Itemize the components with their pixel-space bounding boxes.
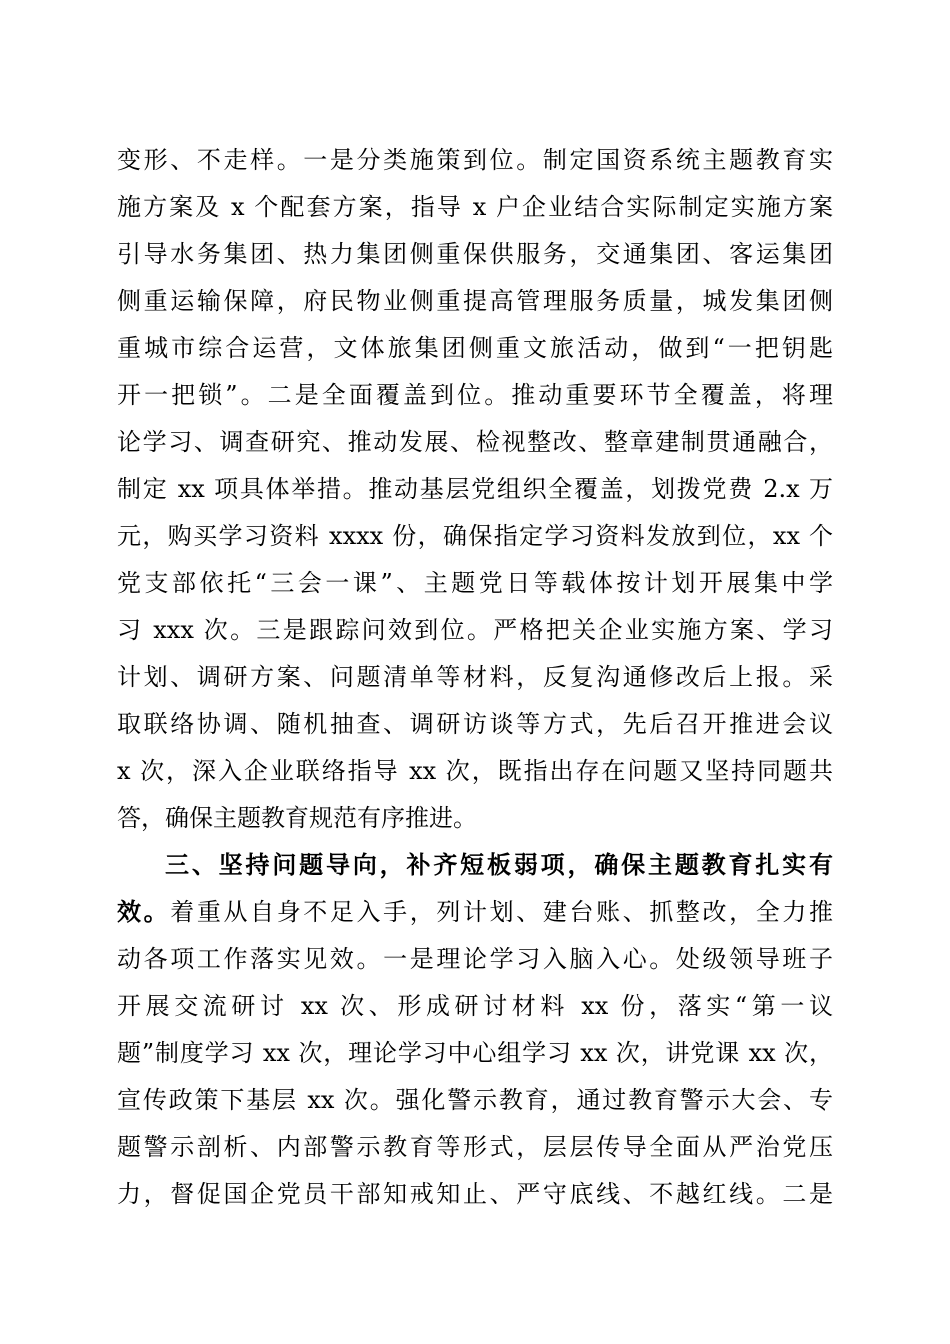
paragraph-line: 开一把锁”。二是全面覆盖到位。推动重要环节全覆盖，将理 xyxy=(117,381,833,409)
paragraph-line: 制定 xx 项具体举措。推动基层党组织全覆盖，划拨党费 2.x 万 xyxy=(117,475,833,503)
paragraph-line: 习 xxx 次。三是跟踪问效到位。严格把关企业实施方案、学习 xyxy=(117,616,833,644)
paragraph-line: 力，督促国企党员干部知戒知止、严守底线、不越红线。二是 xyxy=(117,1180,833,1208)
paragraph-line: 引导水务集团、热力集团侧重保供服务，交通集团、客运集团 xyxy=(117,240,833,268)
paragraph-line: 论学习、调查研究、推动发展、检视整改、整章建制贯通融合， xyxy=(117,428,833,456)
paragraph-line: 计划、调研方案、问题清单等材料，反复沟通修改后上报。采 xyxy=(117,663,833,691)
section-heading-end: 效。 xyxy=(117,898,171,926)
paragraph-line: 施方案及 x 个配套方案，指导 x 户企业结合实际制定实施方案 xyxy=(117,193,833,221)
paragraph-line: 题”制度学习 xx 次，理论学习中心组学习 xx 次，讲党课 xx 次， xyxy=(117,1039,833,1067)
paragraph-line: 宣传政策下基层 xx 次。强化警示教育，通过教育警示大会、专 xyxy=(117,1086,833,1114)
paragraph-line: x 次，深入企业联络指导 xx 次，既指出存在问题又坚持同题共 xyxy=(117,757,833,785)
paragraph-line: 侧重运输保障，府民物业侧重提高管理服务质量，城发集团侧 xyxy=(117,287,833,315)
paragraph-line: 取联络协调、随机抽查、调研访谈等方式，先后召开推进会议 xyxy=(117,710,833,738)
paragraph-line: 党支部依托“三会一课”、主题党日等载体按计划开展集中学 xyxy=(117,569,833,597)
paragraph-line xyxy=(117,895,833,929)
paragraph-line: 变形、不走样。一是分类施策到位。制定国资系统主题教育实 xyxy=(117,146,833,174)
paragraph-line: 题警示剖析、内部警示教育等形式，层层传导全面从严治党压 xyxy=(117,1133,833,1161)
paragraph-line: 动各项工作落实见效。一是理论学习入脑入心。处级领导班子 xyxy=(117,945,833,973)
paragraph-line: 重城市综合运营，文体旅集团侧重文旅活动，做到“一把钥匙 xyxy=(117,334,833,362)
paragraph-line-text: 着重从自身不足入手，列计划、建台账、抓整改，全力推 xyxy=(170,898,834,926)
paragraph-line: 元，购买学习资料 xxxx 份，确保指定学习资料发放到位，xx 个 xyxy=(117,522,833,550)
section-heading: 三、坚持问题导向，补齐短板弱项，确保主题教育扎实有 xyxy=(165,851,833,879)
paragraph-line: 答，确保主题教育规范有序推进。 xyxy=(117,804,477,832)
paragraph-line: 开展交流研讨 xx 次、形成研讨材料 xx 份，落实“第一议 xyxy=(117,992,833,1020)
